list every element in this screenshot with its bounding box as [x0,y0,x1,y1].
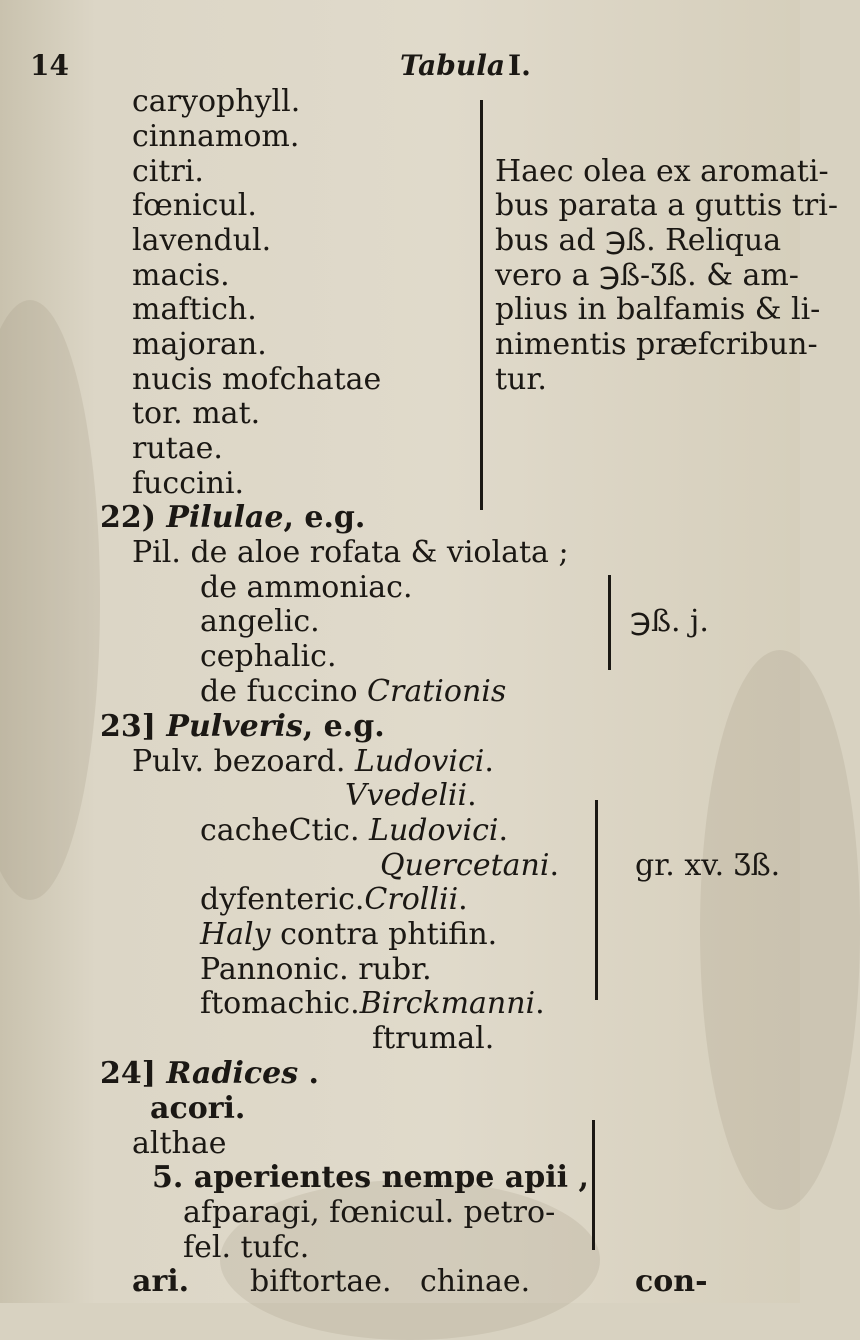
list-item: maftich. [132,292,257,327]
heading-suffix: , e.g. [302,709,385,744]
list-item: 5. aperientes nempe apii , [152,1160,589,1195]
note-line: bus parata a guttis tri- [495,188,838,223]
list-item: tor. mat. [132,396,261,431]
recipe-text: contra phtifin. [270,917,498,952]
list-item: afparagi, fœnicul. petro- [183,1195,556,1230]
list-item: biftortae. [250,1264,392,1299]
list-item: fœnicul. [132,188,257,223]
section-heading [100,500,365,536]
recipe-text: ftomachic. [200,986,360,1021]
recipe-punct: . [458,882,468,917]
note-line: nimentis præfcribun- [495,327,818,362]
title-numeral: I. [508,49,531,82]
recipe-line [200,674,506,710]
section-heading [100,709,385,745]
recipe-text: de fuccino [200,674,368,709]
recipe-author: Ludovici [369,813,499,848]
recipe-line: Pil. de aloe rofata & violata ; [132,535,569,570]
page-number: 14 [30,49,69,82]
recipe-line: de ammoniac. [200,570,413,605]
heading-number: 22) [100,500,156,535]
heading-title: Radices [166,1056,299,1091]
recipe-line [345,778,477,814]
recipe-author: Quercetani [380,848,550,883]
list-item: macis. [132,258,230,293]
recipe-text: Pulv. bezoard. [132,744,355,779]
catchword: con- [635,1264,708,1299]
recipe-text: cacheCtic. [200,813,370,848]
list-item: lavendul. [132,223,272,258]
recipe-punct: . [467,778,477,813]
note-line: tur. [495,362,547,397]
recipe-text: dyfenteric. [200,882,365,917]
recipe-author: Birckmanni [359,986,536,1021]
recipe-author: Crollii [364,882,459,917]
brace-rule [595,800,598,1000]
recipe-line [200,917,497,953]
note-line: Haec olea ex aromati- [495,154,829,189]
recipe-author: Haly [200,917,271,952]
list-item: fuccini. [132,466,245,501]
heading-suffix: . [298,1056,319,1091]
note-line: vero a ℈ß-Ʒß. & am- [495,258,799,293]
recipe-author: Crationis [367,674,507,709]
brace-rule [608,575,611,670]
dose-label: ℈ß. j. [630,604,709,639]
section-heading [100,1056,319,1092]
recipe-punct: . [535,986,545,1021]
brace-rule [592,1120,595,1250]
recipe-punct: . [498,813,509,848]
recipe-line [132,744,494,780]
heading-number: 24] [100,1056,156,1091]
recipe-line: cephalic. [200,639,337,674]
list-item: nucis mofchatae [132,362,382,397]
running-title: Tabula [400,49,506,82]
list-item: rutae. [132,431,223,466]
recipe-line: ftrumal. [372,1021,495,1056]
recipe-author: Vvedelii [345,778,468,813]
recipe-line [380,848,559,884]
note-line: plius in balfamis & li- [495,292,821,327]
recipe-line [200,882,468,918]
heading-number: 23] [100,709,156,744]
recipe-punct: . [484,744,494,779]
note-line: bus ad ℈ß. Reliqua [495,223,782,258]
recipe-line: angelic. [200,604,320,639]
list-item: althae [132,1126,227,1161]
list-item: cinnamom. [132,119,300,154]
list-item: acori. [150,1091,246,1126]
list-item: chinae. [420,1264,531,1299]
list-item: ari. [132,1264,190,1299]
list-item: citri. [132,154,204,189]
dose-label: gr. xv. Ʒß. [635,848,781,883]
heading-title: Pilulae [166,500,284,535]
recipe-line: Pannonic. rubr. [200,952,432,987]
recipe-punct: . [549,848,559,883]
recipe-line [200,986,545,1022]
heading-suffix: , e.g. [283,500,366,535]
list-item: majoran. [132,327,267,362]
brace-rule [480,100,483,510]
list-item: caryophyll. [132,84,301,119]
recipe-author: Ludovici [354,744,485,779]
list-item: fel. tufc. [183,1230,310,1265]
heading-title: Pulveris [166,709,303,744]
recipe-line [200,813,508,849]
